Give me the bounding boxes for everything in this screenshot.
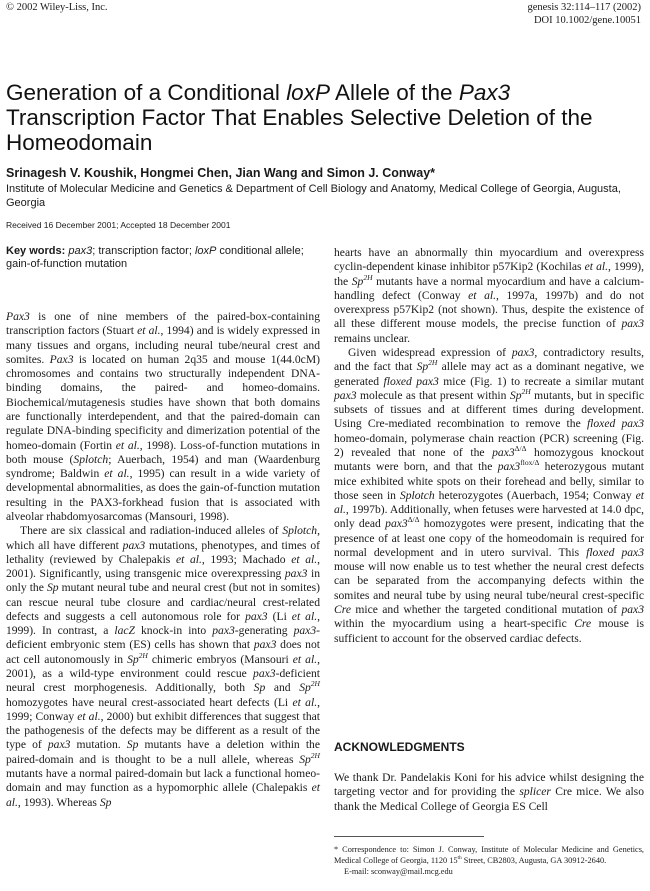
text: , 1993; Machado [201,552,292,566]
text: , contradictory results, and the fact that [334,345,644,374]
gene-name: Sp [99,795,112,809]
acknowledgments-heading: ACKNOWLEDGMENTS [334,740,465,754]
gene-name: pax3 [497,460,521,474]
affiliation: Institute of Molecular Medicine and Genetics & Department of Cell Biology and Anatomy, Medical College of Georgia, Augusta, Georgia [6,183,621,209]
title-part: Allele of the [329,80,459,105]
gene-name: Sp [126,738,139,752]
gene-name: Splotch [282,524,318,538]
title-pax3: Pax3 [458,80,511,105]
received-dates: Received 16 December 2001; Accepted 18 December 2001 [6,220,231,230]
gene-name: pax3 [334,388,357,402]
gene-name: Sp [253,681,266,695]
paragraph-3 [334,246,644,346]
text: mouse will now enable us to test whether the neural crest defects can be separated from the accompanying defects within the somites and neural tube by using neural tube/neural crest-specific [334,560,644,602]
title-loxp: loxP [286,80,330,105]
text: -deficient embryonic stem (ES) cells has shown that [6,624,320,652]
et-al: et al. [468,288,496,302]
text: , 1997a, 1997b) and do not overexpress p57Kip2 (not shown). Thus, despite the existence of all these different mouse models, the precise function of [334,288,644,331]
text: , 1997b). Additionally, when fetuses were harvested at 14.0 dpc, only dead [334,503,644,531]
allele-superscript: 2H [428,358,438,368]
gene-name: floxed pax3 [586,545,644,559]
gene-name: pax3 [385,517,408,531]
left-column [6,310,320,810]
text: mouse is sufficient to account for the observed cardiac defects. [334,617,644,645]
text: , 2000) but exhibit differences that suggest that the pathogenesis of the defects may be different as a result of the type of [6,709,320,752]
text: , 1999). In contrast, a [6,609,320,638]
text: We thank Dr. Pandelakis Koni for his advice whilst designing the targeting vector and for providing the [334,771,644,799]
text: mice (Fig. 1) to recreate a similar mutant [438,374,644,388]
allele-superscript: 2H [521,386,531,396]
text: , 1999), the [334,260,644,288]
text: , which all have different [6,524,320,552]
gene-name: Splotch [73,452,109,466]
text: chimeric embryos (Mansouri [147,652,293,666]
text: Given widespread expression of [348,345,512,359]
et-al: et al. [115,438,140,452]
gene-name: Splotch [399,488,435,502]
text: homozygotes were present, indicating that the presence of at least one copy of the homeodomain is required for normal development and in utero survival. This [334,517,645,559]
keywords [6,245,316,271]
et-al: et al. [292,652,318,666]
keyword-sep: ; transcription factor; [92,245,195,257]
text: mutation. [70,738,127,752]
allele-superscript: Δ/Δ [407,515,420,525]
text: homozygous knockout mutants were born, and that the [334,445,644,474]
gene-name: pax3 [253,638,277,652]
text: , 1995) can result in a wide variety of developmental abnormalities, as does the gain-of-function mutation resulting in the PAX3-forkhead fusion that is associated with alveolar rhabdomyosarcomas (Mansouri, 1998). [6,467,320,523]
acknowledgments-text [334,771,644,814]
text: (Li [267,609,292,623]
et-al: et al. [292,695,318,709]
footnote-address [334,844,644,866]
gene-name: Cre [334,603,351,617]
gene-name: Sp [46,581,59,595]
gene-name: Sp [351,274,364,288]
text: within the myocardium using a heart-specific [334,617,575,631]
gene-name: Sp [299,681,311,695]
text: does not act cell autonomously in [6,638,320,666]
text: , 1994) and is widely expressed in many tissues and organs, including neural tube/neural crest and somites. [6,324,320,366]
title-part: Generation of a Conditional [6,80,287,105]
et-al: et al. [137,324,161,338]
gene-name: pax3 [492,445,515,459]
gene-name: Sp [416,360,429,374]
allele-superscript: 2H [363,272,373,282]
gene-name: pax3 [284,567,308,581]
keyword-sep: conditional allele; gain-of-function mutation [6,245,304,270]
text: homeo-domain, polymerase chain reaction (PCR) screening (Fig. 2) revealed that none of the [334,431,644,459]
et-al: et al. [291,552,318,566]
text: * Correspondence to: Simon J. Conway, Institute of Molecular Medicine and Genetics, Medical College of Georgia, 1120 15 [334,845,644,866]
paragraph-4 [334,346,644,646]
text: is one of nine members of the paired-box-containing transcription factors (Stuart [6,310,320,338]
gene-name: pax3 [47,738,71,752]
text: allele may act as a dominant negative, we generated [334,360,645,388]
keywords-label: Key words: [6,245,66,257]
text: in only the [6,567,321,595]
journal-citation [527,2,641,27]
et-al: et al. [334,488,644,517]
right-column [334,246,644,646]
doi-line: DOI 10.1002/gene.10051 [533,14,641,26]
text: mutations, phenotypes, and times of lethality (reviewed by Chalepakis [6,538,321,566]
gene-name: pax3 [293,624,317,638]
text: -deficient neural crest morphogenesis. Additionally, both [6,667,320,695]
gene-name: pax3 [621,603,644,617]
et-al: et al. [77,709,101,723]
allele-superscript: 2H [310,679,320,689]
gene-name: Pax3 [6,310,30,323]
text: ; Auerbach, 1954) and man (Waardenburg syndrome; Baldwin [6,452,320,481]
et-al: et al. [6,781,320,809]
text: mutants have a normal myocardium and have a calcium-handling defect (Conway [334,274,645,302]
gene-name: floxed pax3 [383,374,439,388]
text: knock-in into [134,624,213,638]
gene-name: pax3 [122,538,146,552]
text: , 1993). Whereas [17,795,100,809]
text: mutant neural tube and neural crest (but not in somites) can rescue neural tube closure and cardiac/neural crest-related defects and suggests a cell autonomous role for [6,581,320,623]
text: and [265,681,300,695]
et-al: et al. [104,467,130,481]
text: Street, CB2803, Augusta, GA 30912-2640. [461,856,607,866]
text: remains unclear. [334,331,410,345]
text: molecule as that present within [356,388,510,402]
text: mutants have a deletion within the paired-domain and is thought to be a null allele, whereas [6,738,321,766]
text: mutants, but in specific subsets of tissues and at different times during development. Using Cre-mediated recombination to remove the [334,388,644,431]
paragraph-2 [6,524,320,810]
copyright-notice: © 2002 Wiley-Liss, Inc. [6,2,108,13]
allele-superscript: 2H [310,750,320,760]
author-list: Srinagesh V. Koushik, Hongmei Chen, Jian Wang and Simon J. Conway* [6,166,436,180]
text: , 1998). Loss-of-function mutations in both mouse ( [6,438,320,466]
gene-name: Sp [299,752,311,766]
allele-superscript: flox/Δ [520,458,540,468]
keyword: pax3 [68,245,93,257]
text: , 2001). Significantly, using transgenic mice overexpressing [6,552,321,581]
gene-name: Cre [574,617,592,631]
gene-name: Sp [127,652,139,666]
footnote-divider [334,836,484,837]
ordinal-superscript: th [457,855,462,862]
gene-name: pax3 [212,624,235,638]
article-title [6,80,626,155]
gene-name: pax3 [253,667,276,681]
text: homozygotes have neural crest-associated heart defects (Li [6,695,293,709]
gene-name: Sp [509,388,522,402]
et-al: et al. [584,260,609,274]
et-al: et al. [175,552,202,566]
text: hearts have an abnormally thin myocardium and overexpress cyclin-dependent kinase inhibitor p57Kip2 (Kochilas [334,246,644,274]
gene-name: Pax3 [49,352,74,366]
keyword: loxP [194,245,217,257]
allele-superscript: 2H [138,650,148,660]
gene-name: pax3 [511,345,535,359]
text: , 1999; Conway [6,695,320,723]
title-part: Transcription Factor That Enables Selective Deletion of the Homeodomain [6,105,593,155]
text: , 2001), as a wild-type environment could rescue [6,652,320,681]
text: is located on human 2q35 and mouse 1(44.0cM) chromosomes and contains two structurally independent DNA-binding domains, the paired- and homeo-domains. Biochemical/mutagenesis studies have shown that both domains are functionally interdependent, and that the paired-domain can regulate DNA-binding specificity and dimerization potential of the homeo-domain (Fortin [6,352,320,452]
gene-name: floxed pax3 [586,417,645,431]
text: There are six classical and radiation-induced alleles of [20,524,283,538]
text: mutants have a normal paired-domain but lack a functional homeo-domain and may function as a hypomorphic allele (Chalepakis [6,767,320,795]
footnote-email: E-mail: sconway@mail.mcg.edu [344,867,453,877]
gene-name: lacZ [114,624,135,638]
text: heterozygotes (Auerbach, 1954; Conway [434,488,636,502]
paragraph-1 [6,310,320,524]
gene-name: pax3 [245,609,268,623]
allele-superscript: Δ/Δ [514,444,527,454]
gene-name: pax3 [621,317,644,331]
text: Cre mice. We also thank the Medical College of Georgia ES Cell [334,785,644,813]
et-al: et al. [291,609,318,623]
text: -generating [234,624,294,638]
text: mice and whether the targeted conditional mutation of [350,603,622,617]
citation-line: genesis 32:114–117 (2002) [527,2,641,13]
gene-name: splicer [519,785,551,799]
correspondence-footnote [334,844,644,877]
text: heterozygous mutant mice exhibited white spots on their forehead and belly, similar to those seen in [334,460,644,502]
